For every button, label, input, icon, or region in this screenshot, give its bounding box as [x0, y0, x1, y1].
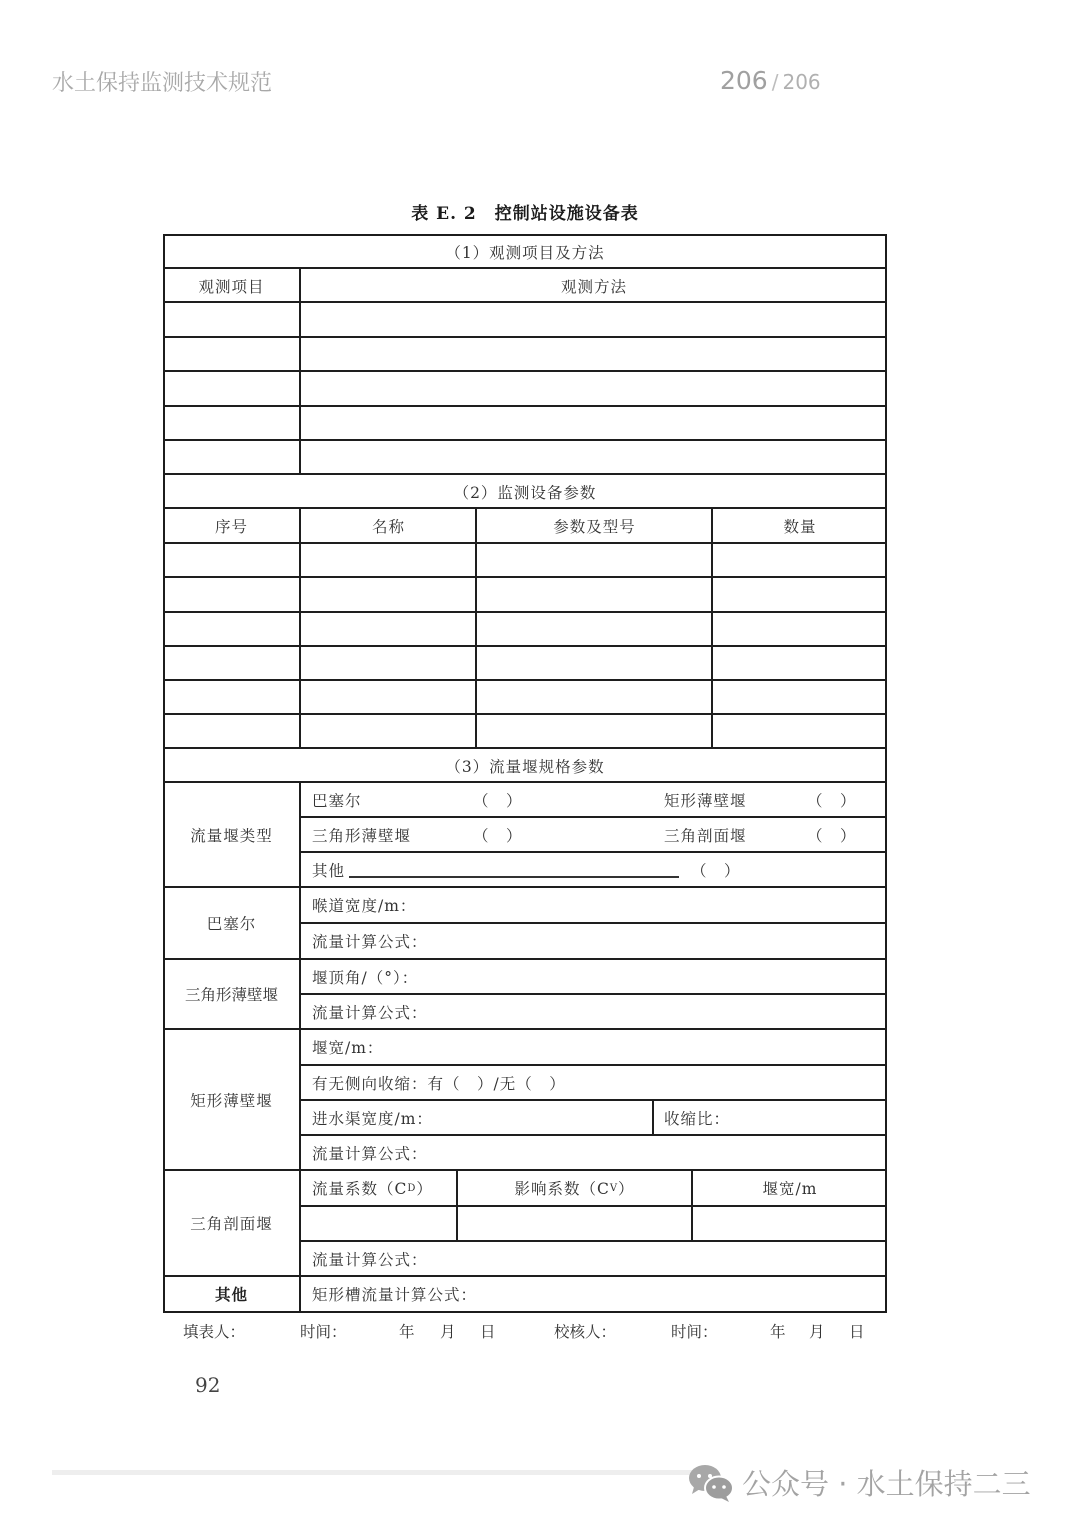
equipment-row[interactable]	[163, 681, 887, 714]
option-rect-thin-check[interactable]: （ ）	[807, 792, 857, 810]
observation-item-cell[interactable]	[163, 407, 300, 440]
contraction-ratio-field[interactable]: 收缩比：	[664, 1109, 731, 1128]
page-separator: /	[771, 70, 779, 94]
option-other: 其他	[312, 862, 346, 880]
time-label-1: 时间：	[300, 1323, 347, 1341]
rect-channel-formula-field[interactable]: 矩形槽流量计算公式：	[312, 1286, 478, 1304]
document-title: 水土保持监测技术规范	[52, 71, 273, 96]
total-pages: 206	[782, 70, 821, 94]
observation-method-cell[interactable]	[301, 407, 887, 440]
weir-type-row-2	[301, 818, 887, 852]
observation-item-cell[interactable]	[163, 372, 300, 405]
option-rect-thin: 矩形薄壁堰	[664, 792, 747, 810]
weir-type-row-1	[301, 783, 887, 817]
lateral-contraction-field[interactable]: 有无侧向收缩：有（ ）/无（ ）	[312, 1074, 566, 1093]
weir-width-field[interactable]: 堰宽/m：	[312, 1039, 384, 1057]
weir-type-label: 流量堰类型	[190, 827, 273, 845]
observation-item-cell[interactable]	[163, 338, 300, 371]
tri-profile-width-value[interactable]	[693, 1207, 887, 1240]
watermark-text: 公众号 · 水土保持二三	[742, 1467, 1031, 1501]
observation-item-cell[interactable]	[163, 441, 300, 474]
equipment-row[interactable]	[163, 544, 887, 577]
observation-method-cell[interactable]	[301, 441, 887, 474]
parshall-formula-field[interactable]: 流量计算公式：	[312, 933, 428, 951]
option-tri-profile-check[interactable]: （ ）	[807, 827, 857, 845]
option-tri-thin-check[interactable]: （ ）	[473, 827, 523, 845]
observation-method-cell[interactable]	[301, 372, 887, 405]
col-header-name: 名称	[371, 517, 405, 536]
tri-profile-formula-field[interactable]: 流量计算公式：	[312, 1250, 428, 1269]
option-tri-profile: 三角剖面堰	[664, 827, 747, 845]
tri-profile-label: 三角剖面堰	[190, 1215, 273, 1233]
equipment-row[interactable]	[163, 715, 887, 748]
col-header-observation-method: 观测方法	[560, 277, 627, 296]
col-header-params-model: 参数及型号	[553, 517, 636, 536]
section3-title: （3）流量堰规格参数	[445, 757, 605, 776]
tri-thin-label: 三角形薄壁堰	[184, 986, 278, 1004]
parshall-label: 巴塞尔	[206, 915, 257, 933]
section1-title: （1）观测项目及方法	[445, 243, 605, 262]
option-parshall: 巴塞尔	[312, 792, 362, 810]
equipment-row[interactable]	[163, 578, 887, 611]
observation-method-cell[interactable]	[301, 338, 887, 371]
equipment-row[interactable]	[163, 647, 887, 680]
wechat-icon	[688, 1463, 734, 1503]
checker-label: 校核人：	[554, 1323, 617, 1341]
year-label-1: 年	[399, 1323, 415, 1341]
option-other-check[interactable]: （ ）	[691, 862, 741, 880]
equipment-row[interactable]	[163, 613, 887, 646]
inlet-channel-width-field[interactable]: 进水渠宽度/m：	[312, 1109, 433, 1128]
footer-divider	[52, 1470, 692, 1475]
influence-coefficient-value[interactable]	[458, 1207, 691, 1240]
option-tri-thin: 三角形薄壁堰	[312, 827, 412, 845]
day-label-2: 日	[849, 1323, 865, 1341]
col-header-observation-item: 观测项目	[198, 277, 265, 296]
tri-profile-width-header: 堰宽/m	[762, 1180, 818, 1198]
observation-item-cell[interactable]	[163, 303, 300, 336]
discharge-coefficient-value[interactable]	[301, 1207, 456, 1240]
page-indicator	[720, 66, 821, 95]
month-label-2: 月	[809, 1323, 825, 1341]
month-label-1: 月	[440, 1323, 456, 1341]
weir-type-row-3	[301, 853, 887, 887]
rect-thin-label: 矩形薄壁堰	[190, 1091, 273, 1110]
influence-coefficient-header: 影响系数（C V ）	[514, 1180, 635, 1198]
tri-thin-formula-field[interactable]: 流量计算公式：	[312, 1003, 428, 1022]
time-label-2: 时间：	[671, 1323, 718, 1341]
option-parshall-check[interactable]: （ ）	[473, 792, 523, 810]
page-number: 92	[195, 1373, 221, 1397]
col-header-quantity: 数量	[783, 517, 817, 536]
rect-thin-formula-field[interactable]: 流量计算公式：	[312, 1144, 428, 1163]
crest-angle-field[interactable]: 堰顶角/（°）：	[312, 968, 419, 987]
section2-title: （2）监测设备参数	[453, 483, 597, 502]
table-caption: 表 E. 2 控制站设施设备表	[411, 204, 639, 224]
other-label: 其他	[214, 1285, 248, 1304]
filler-label: 填表人：	[183, 1323, 246, 1341]
day-label-1: 日	[480, 1323, 496, 1341]
year-label-2: 年	[770, 1323, 786, 1341]
other-input-line[interactable]	[349, 862, 679, 878]
discharge-coefficient-header: 流量系数（C D ）	[312, 1180, 433, 1198]
throat-width-field[interactable]: 喉道宽度/m：	[312, 897, 417, 915]
current-page: 206	[720, 66, 768, 95]
col-header-serial: 序号	[214, 517, 248, 536]
watermark	[688, 1462, 1031, 1503]
observation-method-cell[interactable]	[301, 303, 887, 336]
